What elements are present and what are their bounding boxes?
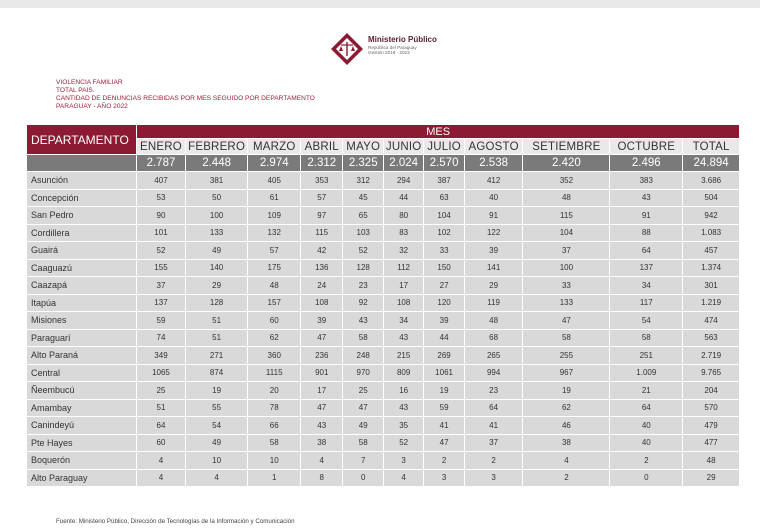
value-cell: 407 [137,172,186,190]
value-cell: 17 [383,277,423,295]
value-cell: 47 [301,329,343,347]
month-header: FEBRERO [185,139,248,155]
value-cell: 133 [523,294,610,312]
totals-row [27,155,740,172]
value-cell: 128 [185,294,248,312]
value-cell: 109 [248,207,301,225]
month-total-cell: 2.538 [464,155,523,172]
value-cell: 74 [137,329,186,347]
value-cell: 137 [610,259,683,277]
value-cell: 155 [137,259,186,277]
value-cell: 108 [383,294,423,312]
value-cell: 967 [523,364,610,382]
value-cell: 97 [301,207,343,225]
value-cell: 204 [683,382,740,400]
value-cell: 103 [343,224,383,242]
value-cell: 349 [137,347,186,365]
value-cell: 58 [343,329,383,347]
value-cell: 265 [464,347,523,365]
month-header: OCTUBRE [610,139,683,155]
table-row [27,364,740,382]
value-cell: 88 [610,224,683,242]
value-cell: 236 [301,347,343,365]
value-cell: 122 [464,224,523,242]
value-cell: 477 [683,434,740,452]
value-cell: 504 [683,189,740,207]
value-cell: 942 [683,207,740,225]
table-row [27,259,740,277]
value-cell: 58 [610,329,683,347]
value-cell: 64 [610,399,683,417]
value-cell: 104 [424,207,464,225]
value-cell: 52 [137,242,186,260]
value-cell: 40 [464,189,523,207]
value-cell: 0 [343,469,383,487]
value-cell: 157 [248,294,301,312]
ministry-country: República del Paraguay [368,44,417,50]
month-total-cell: 2.448 [185,155,248,172]
value-cell: 60 [137,434,186,452]
value-cell: 360 [248,347,301,365]
value-cell: 78 [248,399,301,417]
value-cell: 4 [137,452,186,470]
value-cell: 3 [424,469,464,487]
scales-emblem-icon [330,32,364,66]
table-row [27,294,740,312]
value-cell: 3 [383,452,423,470]
table-row [27,224,740,242]
value-cell: 215 [383,347,423,365]
value-cell: 1.374 [683,259,740,277]
value-cell: 874 [185,364,248,382]
value-cell: 405 [248,172,301,190]
value-cell: 55 [185,399,248,417]
value-cell: 58 [343,434,383,452]
value-cell: 54 [185,417,248,435]
value-cell: 970 [343,364,383,382]
value-cell: 4 [185,469,248,487]
footer-line-1: Fuente: Ministerio Público, Dirección de Tecnologías de la Información y Comunicación [56,518,295,525]
month-total-cell: 2.312 [301,155,343,172]
value-cell: 38 [523,434,610,452]
value-cell: 51 [185,329,248,347]
value-cell: 50 [185,189,248,207]
value-cell: 3.686 [683,172,740,190]
month-header: SETIEMBRE [523,139,610,155]
month-total-cell: 2.496 [610,155,683,172]
value-cell: 58 [248,434,301,452]
value-cell: 100 [185,207,248,225]
value-cell: 1.083 [683,224,740,242]
table-row [27,277,740,295]
value-cell: 41 [464,417,523,435]
source-footer [56,518,295,526]
table-row [27,329,740,347]
value-cell: 39 [464,242,523,260]
value-cell: 4 [523,452,610,470]
value-cell: 64 [464,399,523,417]
department-name: Caazapá [27,277,137,295]
value-cell: 141 [464,259,523,277]
value-cell: 115 [301,224,343,242]
value-cell: 119 [464,294,523,312]
value-cell: 39 [424,312,464,330]
value-cell: 53 [137,189,186,207]
value-cell: 48 [523,189,610,207]
month-header: MAYO [343,139,383,155]
value-cell: 19 [424,382,464,400]
month-header: AGOSTO [464,139,523,155]
value-cell: 23 [464,382,523,400]
value-cell: 1.009 [610,364,683,382]
month-header: TOTAL [683,139,740,155]
value-cell: 381 [185,172,248,190]
month-header: JUNIO [383,139,423,155]
value-cell: 17 [301,382,343,400]
value-cell: 3 [464,469,523,487]
value-cell: 255 [523,347,610,365]
value-cell: 294 [383,172,423,190]
table-row [27,399,740,417]
value-cell: 46 [523,417,610,435]
value-cell: 994 [464,364,523,382]
value-cell: 59 [137,312,186,330]
value-cell: 32 [383,242,423,260]
value-cell: 47 [424,434,464,452]
value-cell: 101 [137,224,186,242]
value-cell: 33 [424,242,464,260]
value-cell: 175 [248,259,301,277]
value-cell: 133 [185,224,248,242]
value-cell: 29 [464,277,523,295]
value-cell: 901 [301,364,343,382]
value-cell: 352 [523,172,610,190]
value-cell: 44 [383,189,423,207]
value-cell: 479 [683,417,740,435]
value-cell: 0 [610,469,683,487]
value-cell: 353 [301,172,343,190]
value-cell: 301 [683,277,740,295]
table-row [27,434,740,452]
value-cell: 1065 [137,364,186,382]
value-cell: 60 [248,312,301,330]
department-name: Caaguazú [27,259,137,277]
value-cell: 4 [301,452,343,470]
value-cell: 43 [301,417,343,435]
value-cell: 41 [424,417,464,435]
ministry-period: Gestión 2018 - 2023 [368,49,410,55]
value-cell: 21 [610,382,683,400]
department-name: Concepción [27,189,137,207]
value-cell: 9.765 [683,364,740,382]
value-cell: 58 [523,329,610,347]
table-row [27,452,740,470]
department-name: Central [27,364,137,382]
value-cell: 25 [137,382,186,400]
report-heading [56,79,315,111]
month-total-cell: 2.787 [137,155,186,172]
department-name: Alto Paraguay [27,469,137,487]
value-cell: 108 [301,294,343,312]
value-cell: 48 [683,452,740,470]
value-cell: 412 [464,172,523,190]
month-total-cell: 2.024 [383,155,423,172]
value-cell: 61 [248,189,301,207]
department-name: Misiones [27,312,137,330]
heading-line-3: CANTIDAD DE DENUNCIAS RECIBIDAS POR MES SEGUIDO POR DEPARTAMENTO [56,95,315,102]
value-cell: 29 [185,277,248,295]
value-cell: 4 [383,469,423,487]
value-cell: 1061 [424,364,464,382]
table-row [27,382,740,400]
value-cell: 83 [383,224,423,242]
value-cell: 2 [424,452,464,470]
value-cell: 2 [464,452,523,470]
value-cell: 1 [248,469,301,487]
department-name: Guairá [27,242,137,260]
value-cell: 570 [683,399,740,417]
value-cell: 42 [301,242,343,260]
value-cell: 49 [343,417,383,435]
value-cell: 65 [343,207,383,225]
value-cell: 269 [424,347,464,365]
value-cell: 37 [137,277,186,295]
month-total-cell: 2.974 [248,155,301,172]
department-name: Asunción [27,172,137,190]
month-group-header: MES [137,125,740,139]
department-name: Amambay [27,399,137,417]
value-cell: 43 [383,329,423,347]
value-cell: 48 [464,312,523,330]
month-header: JULIO [424,139,464,155]
value-cell: 37 [464,434,523,452]
value-cell: 10 [185,452,248,470]
value-cell: 49 [185,242,248,260]
value-cell: 16 [383,382,423,400]
value-cell: 563 [683,329,740,347]
value-cell: 136 [301,259,343,277]
value-cell: 92 [343,294,383,312]
heading-line-4: PARAGUAY - AÑO 2022 [56,103,128,110]
month-header: ABRIL [301,139,343,155]
month-header: MARZO [248,139,301,155]
value-cell: 63 [424,189,464,207]
value-cell: 39 [301,312,343,330]
value-cell: 25 [343,382,383,400]
value-cell: 102 [424,224,464,242]
value-cell: 47 [301,399,343,417]
value-cell: 48 [248,277,301,295]
value-cell: 19 [523,382,610,400]
department-name: Paraguarí [27,329,137,347]
table-row [27,189,740,207]
table-row [27,207,740,225]
value-cell: 59 [424,399,464,417]
value-cell: 80 [383,207,423,225]
value-cell: 44 [424,329,464,347]
department-name: Alto Paraná [27,347,137,365]
table-row [27,312,740,330]
value-cell: 20 [248,382,301,400]
value-cell: 91 [464,207,523,225]
value-cell: 43 [343,312,383,330]
department-name: Ñeembucú [27,382,137,400]
table-row [27,347,740,365]
value-cell: 51 [185,312,248,330]
heading-line-1: VIOLENCIA FAMILIAR [56,79,123,86]
value-cell: 62 [523,399,610,417]
value-cell: 312 [343,172,383,190]
value-cell: 383 [610,172,683,190]
table-row [27,417,740,435]
value-cell: 57 [301,189,343,207]
value-cell: 457 [683,242,740,260]
value-cell: 150 [424,259,464,277]
value-cell: 34 [610,277,683,295]
value-cell: 474 [683,312,740,330]
value-cell: 2 [523,469,610,487]
month-total-cell: 2.420 [523,155,610,172]
value-cell: 19 [185,382,248,400]
value-cell: 251 [610,347,683,365]
value-cell: 68 [464,329,523,347]
table-row [27,242,740,260]
ministry-logo [330,32,470,64]
value-cell: 2.719 [683,347,740,365]
value-cell: 120 [424,294,464,312]
value-cell: 24 [301,277,343,295]
value-cell: 4 [137,469,186,487]
value-cell: 117 [610,294,683,312]
value-cell: 64 [137,417,186,435]
value-cell: 52 [383,434,423,452]
table-row [27,172,740,190]
value-cell: 52 [343,242,383,260]
value-cell: 57 [248,242,301,260]
value-cell: 23 [343,277,383,295]
value-cell: 140 [185,259,248,277]
ministry-name: Ministerio Público [368,35,437,44]
value-cell: 54 [610,312,683,330]
department-name: Pte Hayes [27,434,137,452]
value-cell: 132 [248,224,301,242]
value-cell: 35 [383,417,423,435]
department-header: DEPARTAMENTO [27,125,137,155]
value-cell: 91 [610,207,683,225]
value-cell: 62 [248,329,301,347]
department-name: Cordillera [27,224,137,242]
value-cell: 115 [523,207,610,225]
value-cell: 45 [343,189,383,207]
value-cell: 104 [523,224,610,242]
value-cell: 29 [683,469,740,487]
value-cell: 271 [185,347,248,365]
month-header: ENERO [137,139,186,155]
value-cell: 43 [610,189,683,207]
month-total-cell: 24.894 [683,155,740,172]
value-cell: 34 [383,312,423,330]
value-cell: 1.219 [683,294,740,312]
complaints-table [26,124,740,487]
department-name: San Pedro [27,207,137,225]
department-name: Boquerón [27,452,137,470]
value-cell: 128 [343,259,383,277]
value-cell: 809 [383,364,423,382]
value-cell: 51 [137,399,186,417]
value-cell: 1115 [248,364,301,382]
value-cell: 66 [248,417,301,435]
department-name: Canindeyú [27,417,137,435]
value-cell: 47 [343,399,383,417]
value-cell: 90 [137,207,186,225]
department-name: Itapúa [27,294,137,312]
value-cell: 64 [610,242,683,260]
value-cell: 8 [301,469,343,487]
value-cell: 10 [248,452,301,470]
value-cell: 37 [523,242,610,260]
value-cell: 248 [343,347,383,365]
value-cell: 33 [523,277,610,295]
value-cell: 7 [343,452,383,470]
table-row [27,469,740,487]
top-band [0,0,760,8]
value-cell: 49 [185,434,248,452]
month-total-cell: 2.570 [424,155,464,172]
value-cell: 43 [383,399,423,417]
month-total-cell: 2.325 [343,155,383,172]
value-cell: 2 [610,452,683,470]
value-cell: 100 [523,259,610,277]
value-cell: 112 [383,259,423,277]
value-cell: 40 [610,417,683,435]
value-cell: 27 [424,277,464,295]
value-cell: 40 [610,434,683,452]
value-cell: 38 [301,434,343,452]
heading-line-2: TOTAL PAIS. [56,87,95,94]
value-cell: 137 [137,294,186,312]
totals-label-cell [27,155,137,172]
value-cell: 387 [424,172,464,190]
value-cell: 47 [523,312,610,330]
